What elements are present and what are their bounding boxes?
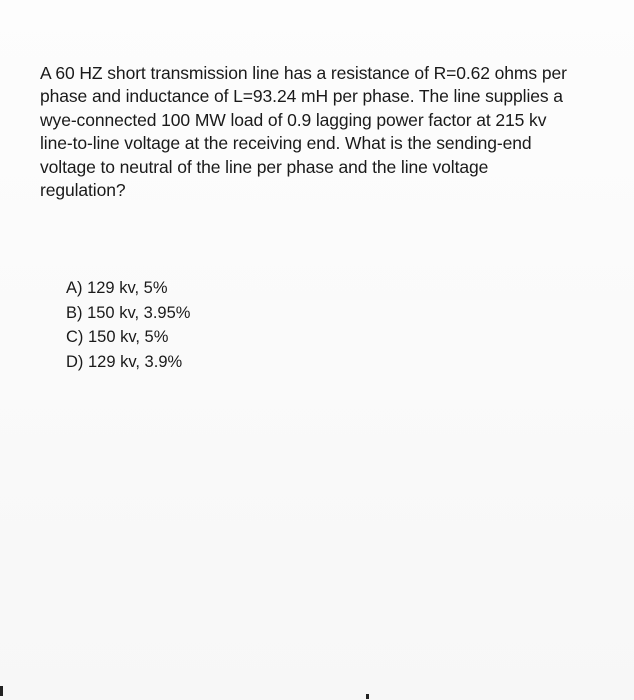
question-text bbox=[40, 62, 620, 202]
edge-mark bbox=[0, 686, 3, 696]
question-line: regulation? bbox=[40, 180, 126, 201]
edge-mark bbox=[366, 694, 369, 699]
answer-options bbox=[66, 276, 190, 374]
option-b: B) 150 kv, 3.95% bbox=[66, 303, 191, 322]
option-d: D) 129 kv, 3.9% bbox=[66, 352, 183, 371]
question-line: voltage to neutral of the line per phase and the line voltage bbox=[40, 156, 489, 177]
question-line: A 60 HZ short transmission line has a resistance of R=0.62 ohms per bbox=[40, 63, 567, 83]
question-line: wye-connected 100 MW load of 0.9 lagging power factor at 215 kv bbox=[40, 109, 547, 130]
question-line: phase and inductance of L=93.24 mH per phase. The line supplies a bbox=[40, 86, 563, 107]
question-line: line-to-line voltage at the receiving end. What is the sending-end bbox=[40, 133, 532, 154]
option-a: A) 129 kv, 5% bbox=[66, 279, 168, 297]
option-c: C) 150 kv, 5% bbox=[66, 328, 169, 346]
